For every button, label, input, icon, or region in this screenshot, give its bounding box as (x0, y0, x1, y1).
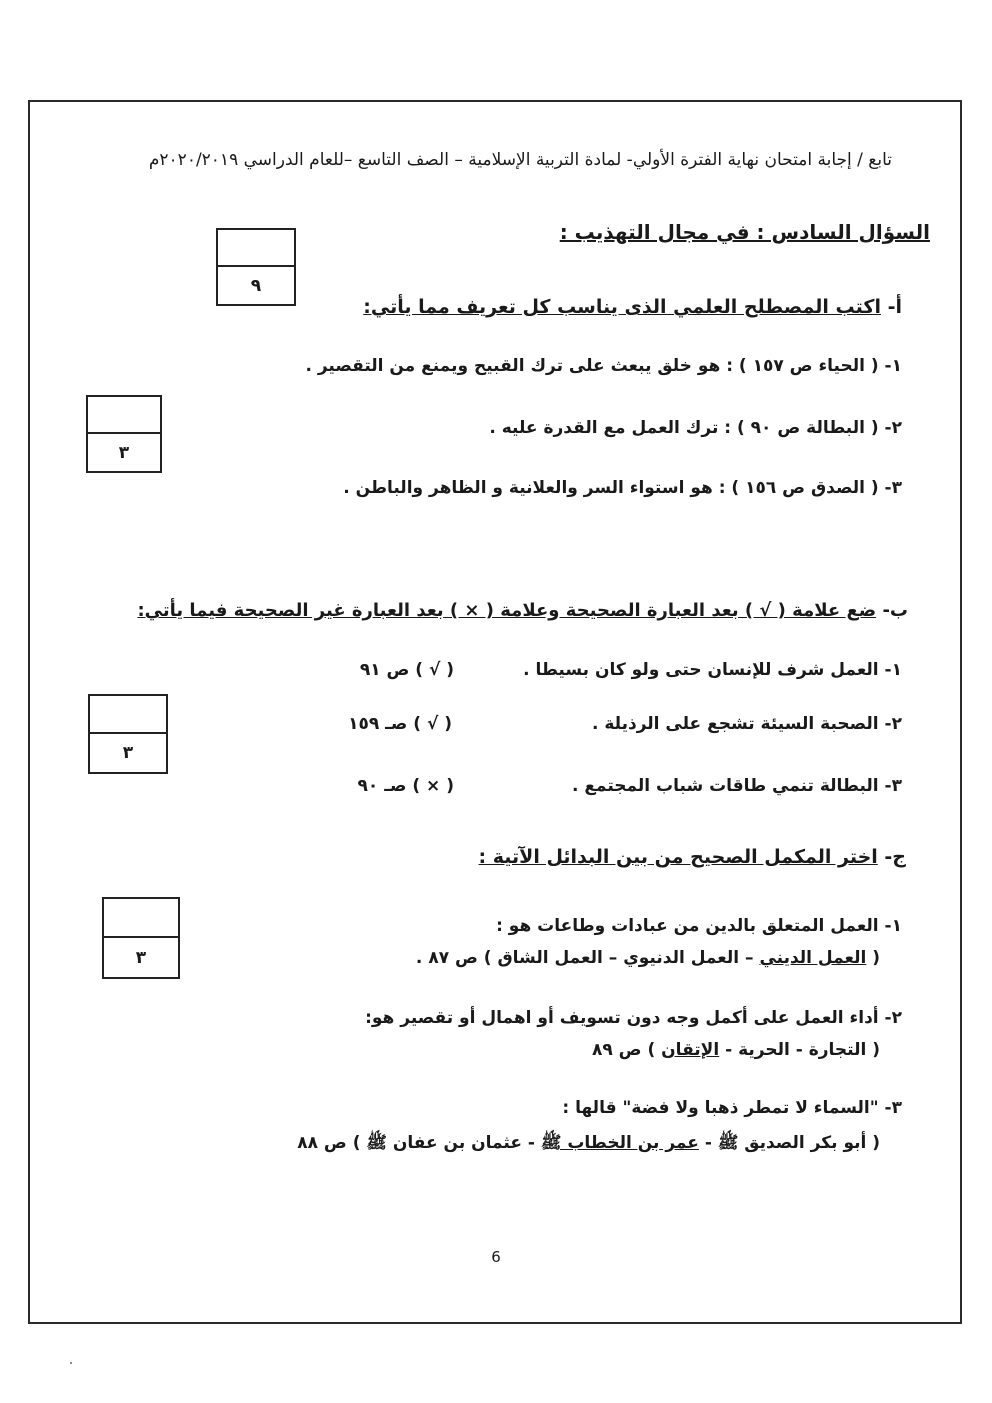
part-a-heading (363, 296, 902, 318)
part-c-question: ٢- أداء العمل على أكمل وجه دون تسويف أو اهمال أو تقصير هو: (365, 1008, 902, 1028)
term-answer: ( البطالة ص ٩٠ ) : (724, 418, 879, 438)
part-a-item: ٣- ( الصدق ص ١٥٦ ) : هو استواء السر والعلانية و الظاهر والباطن . (343, 478, 902, 498)
term-answer: ( الصدق ص ١٥٦ ) : (718, 478, 879, 498)
part-b-mark: ( √ ) ص ٩١ (359, 660, 454, 680)
part-c-title: اختر المكمل الصحيح من بين البدائل الآتية : (478, 846, 878, 868)
part-b-letter: ب- (882, 600, 908, 621)
part-b-score-box (88, 694, 168, 774)
part-a-score-box (86, 395, 162, 473)
part-b-heading (137, 600, 908, 621)
part-c-options: ( العمل الديني – العمل الدنيوي – العمل الشاق ) ص ٨٧ . (415, 948, 880, 968)
question-score: ٩ (250, 275, 262, 296)
correct-answer: الإتقان (661, 1040, 720, 1060)
part-a-item: ١- ( الحياء ص ١٥٧ ) : هو خلق يبعث على ترك القبيح ويمنع من التقصير . (305, 356, 902, 376)
part-a-letter: أ- (887, 296, 902, 318)
part-a-title: اكتب المصطلح العلمي الذى يناسب كل تعريف مما يأتي: (363, 296, 881, 318)
part-b-item: ٣- البطالة تنمي طاقات شباب المجتمع . (571, 776, 902, 796)
part-c-options: ( أبو بكر الصديق ﷺ - عمر بن الخطاب ﷺ - عثمان بن عفان ﷺ ) ص ٨٨ (297, 1133, 880, 1153)
part-c-heading (479, 846, 906, 868)
exam-header: تابع / إجابة امتحان نهاية الفترة الأولي- لمادة التربية الإسلامية – الصف التاسع –للعام الدراسي ٢٠٢٠/٢٠١٩م (148, 150, 892, 170)
part-a-score: ٣ (118, 442, 130, 463)
question-title: السؤال السادس : في مجال التهذيب : (559, 220, 930, 244)
question-score-box (216, 228, 296, 306)
scan-speck (70, 1362, 72, 1364)
part-a-item: ٢- ( البطالة ص ٩٠ ) : ترك العمل مع القدرة عليه . (489, 418, 902, 438)
part-c-score-box (102, 897, 180, 979)
page-number: 6 (491, 1248, 501, 1266)
part-b-mark: ( √ ) صـ ١٥٩ (348, 714, 452, 734)
term-answer: ( الحياء ص ١٥٧ ) : (726, 356, 879, 376)
correct-answer: عمر بن الخطاب ﷺ (540, 1133, 699, 1153)
part-b-score: ٣ (122, 743, 134, 763)
part-b-item: ٢- الصحبة السيئة تشجع على الرذيلة . (591, 714, 902, 734)
part-c-question: ١- العمل المتعلق بالدين من عبادات وطاعات هو : (496, 916, 902, 936)
correct-answer: العمل الديني (759, 948, 867, 968)
part-c-options: ( التجارة - الحرية - الإتقان ) ص ٨٩ (592, 1040, 880, 1060)
part-b-title: ضع علامة ( √ ) بعد العبارة الصحيحة وعلامة ( × ) بعد العبارة غير الصحيحة فيما يأتي: (137, 600, 877, 621)
part-c-letter: ج- (884, 846, 906, 868)
part-c-question: ٣- "السماء لا تمطر ذهبا ولا فضة" قالها : (562, 1098, 902, 1118)
part-c-score: ٣ (135, 947, 147, 968)
part-b-mark: ( × ) صـ ٩٠ (357, 776, 454, 796)
part-b-item: ١- العمل شرف للإنسان حتى ولو كان بسيطا . (523, 660, 902, 680)
